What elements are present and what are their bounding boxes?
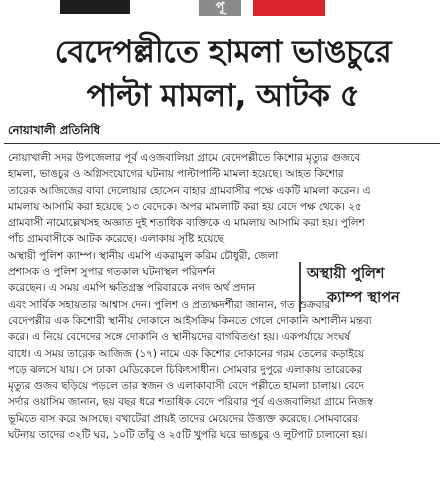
body-line: বাধে। এ সময় তারেক আজিজ (১৭) নামে এক কিশোর দোকানের গরম তেলের কড়াইয়ে xyxy=(8,347,365,360)
headline-line-1: বেদেপল্লীতে হামলা ভাঙচুরে xyxy=(54,34,392,70)
body-line: ভূমিতে বাস করে আসছে। বখাটেরা প্রায়ই তাদের মেয়েদের উত্ত্যক্ত করেছে। সোমবারের xyxy=(8,412,358,425)
body-line: পাঁচ গ্রামবাসীকে আটক করেছে। এলাকায় সৃষ্টি হয়েছে xyxy=(8,233,224,246)
body-line: তারেক আজিজের বাবা দেলোয়ার হোসেন বাহার গ্রামবাসীর পক্ষে একটি মামলা করেন। এ xyxy=(8,184,371,197)
body-line: করে। এ নিয়ে বেদেদের সঙ্গে দোকানি ও স্থানীয়দের বাগবিতণ্ডা হয়। একপর্যায়ে সংঘর্ষ xyxy=(8,331,351,344)
byline: নোয়াখালী প্রতিনিধি xyxy=(8,123,101,137)
body-line: ঘটনায় তাদের ৩২টি ঘর, ১০টি তাঁবু ও ২৫টি খুপরি ঘরে ভাঙচুর ও লুটপাট চালানো হয়। xyxy=(8,429,368,442)
body-line: মৃত্যুর গুজব ছড়িয়ে পড়লে তার স্বজন ও এলাকাবাসী বেদে পল্লীতে হামলা চালায়। বেদে xyxy=(8,380,365,393)
body-line: করেছেন। এ সময় এমপি ক্ষতিগ্রস্ত পরিবারকে নগদ অর্থ প্রদান xyxy=(8,282,256,295)
body-line: প্রশাসক ও পুলিশ সুপার গতকাল ঘটনাস্থল পরিদর্শন xyxy=(8,266,216,279)
byline-divider xyxy=(4,143,440,144)
section-badge-red xyxy=(253,0,325,16)
body-line: পড়ে ঝলসে যায়। সে ঢাকা মেডিকেলে চিকিৎসাধীন। সোমবার দুপুরে এলাকায় তারেকের xyxy=(8,363,363,376)
section-badge: পূ xyxy=(199,0,241,16)
body-line: এবং সার্বিক সহায়তার আশ্বাস দেন। পুলিশ ও প্রত্যক্ষদর্শীরা জানান, গত শুক্রবার xyxy=(8,298,331,311)
body-line: সর্দার ওয়াসিম জানান, ছয় বছর ধরে শতাধিক বেদে পরিবার পূর্ব এওজবালিয়া গ্রামে নিজস্ব xyxy=(8,396,373,409)
body-line: হামলা, ভাঙচুর ও অগ্নিসংযোগের ঘটনায় পাল্টাপাল্টি মামলা হয়েছে। আহত কিশোর xyxy=(8,168,344,181)
pull-quote-line-1: অস্থায়ী পুলিশ xyxy=(307,266,385,282)
article-headline xyxy=(8,30,438,118)
body-line: নোয়াখালী সদর উপজেলার পূর্ব এওজবালিয়া গ্রামে বেদেপল্লীতে কিশোর মৃত্যুর গুজবে xyxy=(8,152,361,164)
top-strip-dark-block-left xyxy=(60,0,130,14)
pull-quote xyxy=(299,262,444,312)
body-line: মামলায় আসামি করা হয়েছে ১৩ বেদেকে। অপর মামলাটি করা হয় বেদে পক্ষ থেকে। ২৫ xyxy=(8,200,362,213)
body-line: বেদেপল্লীর এক কিশোরী স্থানীয় দোকানে আইসক্রিম কিনতে গেলে দোকানি অশালীন মন্তব্য xyxy=(8,314,372,327)
top-strip xyxy=(0,0,444,16)
body-line: গ্রামবাসী নামোল্লেখসহ অজ্ঞাত দুই শতাধিক ব্যক্তিকে এ মামলায় আসামি করা হয়। পুলিশ xyxy=(8,217,365,230)
pull-quote-line-2: ক্যাম্প স্থাপন xyxy=(327,290,400,306)
headline-line-2: পাল্টা মামলা, আটক ৫ xyxy=(86,78,360,114)
body-line: অস্থায়ী পুলিশ ক্যাম্প। স্থানীয় এমপি একরামুল করিম চৌধুরী, জেলা xyxy=(8,249,279,262)
